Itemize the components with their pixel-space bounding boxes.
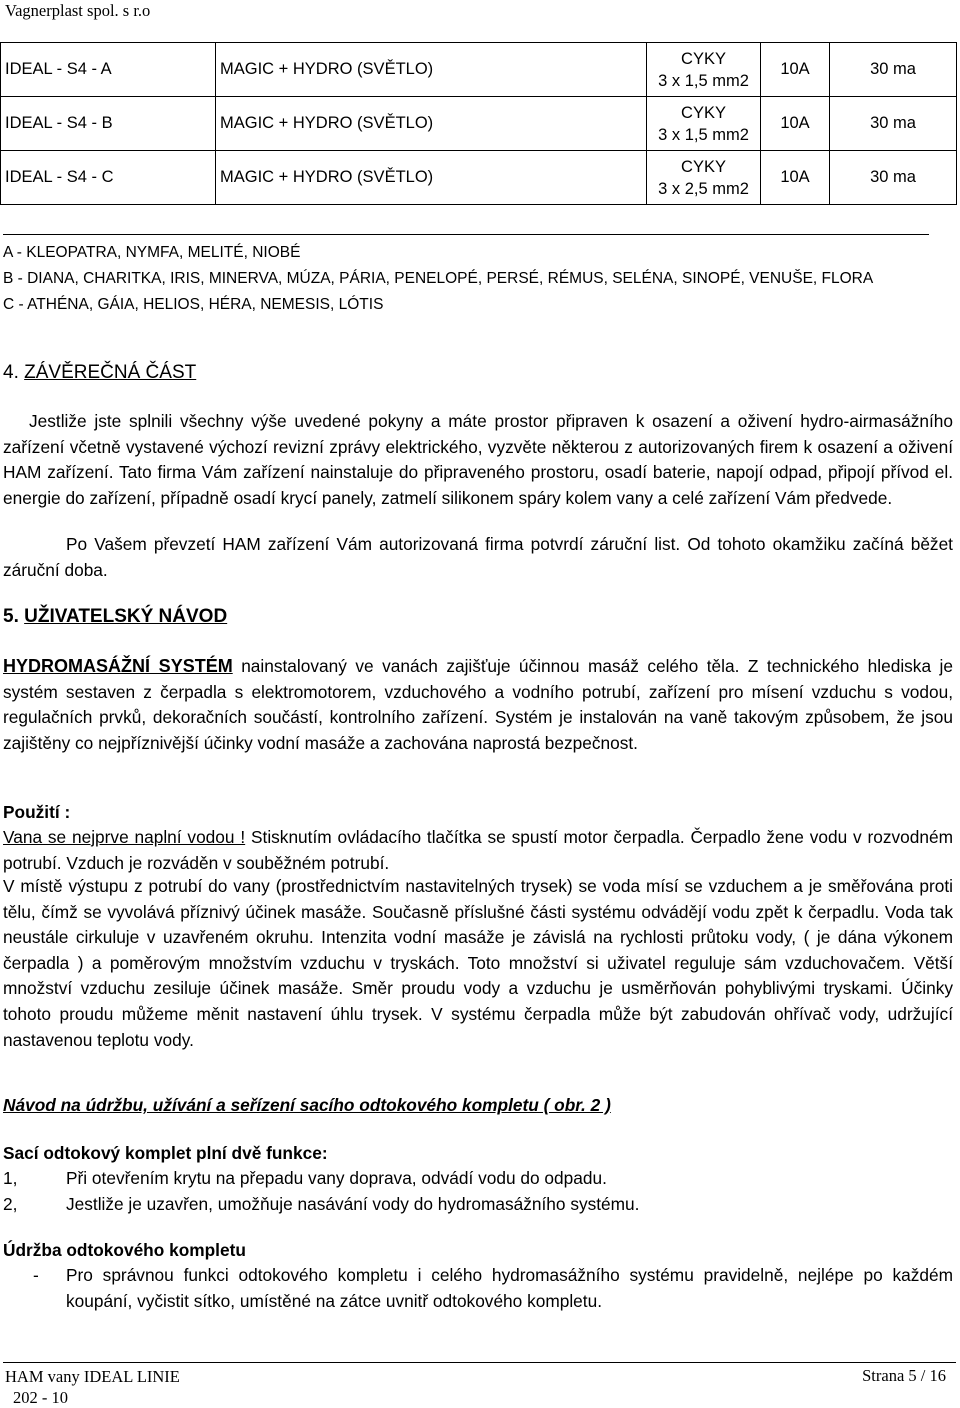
cable-type: CYKY [681, 49, 726, 68]
cable-type: CYKY [681, 103, 726, 122]
cable-size: 3 x 1,5 mm2 [658, 71, 749, 90]
function-item-number: 1, [3, 1168, 18, 1188]
usage-underlined-lead: Vana se nejprve naplní vodou ! [3, 827, 246, 847]
cable-cell [647, 97, 761, 151]
section-4-paragraph-1: Jestliže jste splnili všechny výše uvedené pokyny a máte prostor připraven k osazení a oživení hydro-airmasážního zařízení včetně vystavené výchozí revizní zprávy elektrického, vyzvěte některou z autorizovaných firem k osazení a oživení HAM zařízení. Tato firma Vám zařízení nainstaluje do připraveného prostoru, osadí baterie, napojí odpad, připojí přívod el. energie do zařízení, případně osadí krycí panely, zatmelí silikonem spáry kolem vany a celé zařízení Vám předvede. [3, 411, 953, 508]
model-cell: IDEAL - S4 - A [1, 43, 216, 97]
footer-left [5, 1366, 180, 1408]
group-c: C - ATHÉNA, GÁIA, HELIOS, HÉRA, NEMESIS, LÓTIS [3, 296, 384, 313]
footer-doc-name: HAM vany IDEAL LINIE [5, 1367, 180, 1386]
spec-table-row [1, 43, 957, 97]
electrical-spec-table [0, 42, 957, 205]
group-b: B - DIANA, CHARITKA, IRIS, MINERVA, MÚZA, PÁRIA, PENELOPÉ, PERSÉ, RÉMUS, SELÉNA, SINOPÉ, VENUŠE, FLORA [3, 270, 874, 287]
care-item [3, 1263, 953, 1314]
care-list [3, 1263, 953, 1314]
care-item-bullet: - [33, 1265, 39, 1285]
hydro-system-text: nainstalovaný ve vanách zajišťuje účinnou masáž celého těla. Z technického hlediska je systém sestaven z čerpadla s elektromotorem, vzduchového a vodního potrubí, zařízení pro mísení vzduchu s vodou, regulačních prvků, dekoračních součástí, kontrolního zařízení. Systém je instalován na vaně takovým způsobem, že jsou zajištěny co nejpříznivější účinky vodní masáže a zachována naprostá bezpečnost. [3, 656, 953, 753]
function-item-2 [3, 1192, 953, 1218]
hydro-system-term: HYDROMASÁŽNÍ SYSTÉM [3, 656, 233, 676]
cable-size: 3 x 2,5 mm2 [658, 179, 749, 198]
usage-paragraph-2: V místě výstupu z potrubí do vany (prostřednictvím nastavitelných trysek) se voda mísí se vzduchem a je směřována proti tělu, čímž se vyvolává příznivý účinek masáže. Současně příslušné části systému odvádějí vodu zpět k čerpadlu. Voda tak neustále cirkuluje v uzavřeném okruhu. Intenzita vodní masáže je závislá na rychlosti průtoku vody, ( je dána výkonem čerpadla ) a poměrovým množstvím vzduchu v tryskách. Toto množství si uživatel reguluje sám vzduchovačem. Větší množství vzduchu zesiluje účinek masáže. Směr proudu vody a vzduchu je usměrňován pohyblivými tryskami. Účinky tohoto proudu můžeme měnit nastavení úhlu trysek. V systému čerpadla může být zabudován ohřívač vody, udržující nastavenou teplotu vody. [3, 876, 953, 1050]
cable-type: CYKY [681, 157, 726, 176]
model-cell: IDEAL - S4 - B [1, 97, 216, 151]
hydro-system-paragraph [3, 654, 953, 756]
function-item-1 [3, 1166, 953, 1192]
header-company-name: Vagnerplast spol. s r.o [5, 1, 151, 20]
maintenance-heading: Návod na údržbu, užívání a seřízení sacího odtokového kompletu ( obr. 2 ) [3, 1095, 611, 1115]
rcd-cell: 30 ma [830, 151, 957, 205]
model-cell: IDEAL - S4 - C [1, 151, 216, 205]
function-item-text: Jestliže je uzavřen, umožňuje nasávání vody do hydromasážního systému. [66, 1193, 640, 1214]
section-4-title: ZÁVĚREČNÁ ČÁST [24, 362, 197, 383]
spec-table-row [1, 97, 957, 151]
rcd-cell: 30 ma [830, 43, 957, 97]
usage-line-1-text: Stisknutím ovládacího tlačítka se spustí motor čerpadla. Čerpadlo žene vodu v rozvodném potrubí. Vzduch je rozváděn v souběžném potrubí. [3, 827, 953, 873]
spec-table-row [1, 151, 957, 205]
section-5-heading [3, 604, 953, 630]
section-4-number: 4. [3, 362, 19, 383]
footer-page-number: Strana 5 / 16 [862, 1366, 946, 1385]
breaker-cell: 10A [761, 97, 830, 151]
rcd-cell: 30 ma [830, 97, 957, 151]
cable-size: 3 x 1,5 mm2 [658, 125, 749, 144]
description-cell: MAGIC + HYDRO (SVĚTLO) [216, 151, 647, 205]
cable-cell [647, 43, 761, 97]
care-heading: Údržba odtokového kompletu [3, 1240, 246, 1260]
functions-heading: Sací odtokový komplet plní dvě funkce: [3, 1143, 328, 1163]
breaker-cell: 10A [761, 43, 830, 97]
footer-doc-code: 202 - 10 [13, 1388, 68, 1407]
footer-separator [3, 1362, 956, 1363]
usage-heading: Použití : [3, 802, 71, 822]
section-5-number: 5. [3, 606, 19, 627]
section-4-heading [3, 360, 953, 386]
function-item-text: Při otevřením krytu na přepadu vany doprava, odvádí vodu do odpadu. [66, 1168, 607, 1188]
function-item-number: 2, [3, 1193, 18, 1214]
description-cell: MAGIC + HYDRO (SVĚTLO) [216, 97, 647, 151]
breaker-cell: 10A [761, 151, 830, 205]
section-5-title: UŽIVATELSKÝ NÁVOD [24, 606, 228, 627]
cable-cell [647, 151, 761, 205]
separator-line [3, 234, 929, 235]
section-4-paragraph-2: Po Vašem převzetí HAM zařízení Vám autorizovaná firma potvrdí záruční list. Od tohoto okamžiku začíná běžet záruční doba. [3, 534, 953, 580]
model-group-list [3, 240, 943, 318]
care-item-text: Pro správnou funkci odtokového kompletu i celého hydromasážního systému pravidelně, nejlépe po každém koupání, vyčistit sítko, umístěné na zátce uvnitř odtokového kompletu. [66, 1265, 953, 1311]
group-a: A - KLEOPATRA, NYMFA, MELITÉ, NIOBÉ [3, 244, 301, 261]
usage-paragraph-1 [3, 825, 953, 876]
functions-list [3, 1166, 953, 1217]
description-cell: MAGIC + HYDRO (SVĚTLO) [216, 43, 647, 97]
